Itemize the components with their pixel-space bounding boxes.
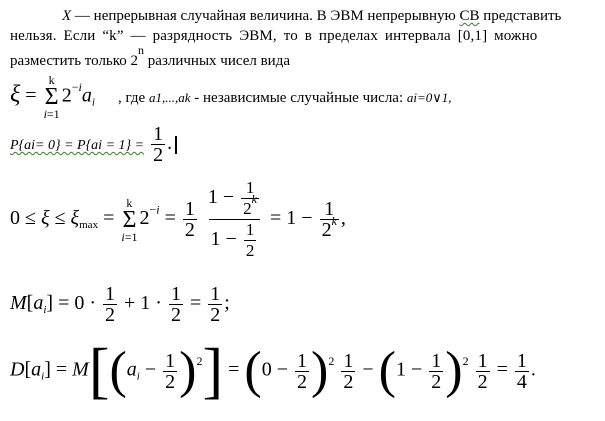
paragraph-line-3 [10, 43, 290, 70]
paragraph-line-2-text: нельзя. Если “k” — разрядность ЭВМ, то в пределах интервала [0,1] можно [10, 28, 538, 44]
mean-formula: $M[a_i] = 0$ · $\frac{1}{2}$ + 1 · $\frac{1}{2}$ = $\frac{1}{2}$ ; [10, 283, 230, 326]
paragraph-line-3-text-a: разместить только 2 [10, 52, 139, 69]
bound-formula: $0 \le \xi \le \xi_{max}$ = k Σ i=1 $2^{-i}$ = $\frac{1}{2}$ 1 − $\frac{1}{2^k}$ 1 − $\frac{1}{2}$ = 1 − $\frac{1}{2^k}$ , [10, 178, 346, 260]
text-cursor [175, 136, 177, 154]
paragraph-line-3-text-b: различных чисел вида [144, 52, 290, 69]
xi-sum-formula: ξ = k Σ i=1 $2^{-i}a_i$ [10, 73, 95, 121]
sum-symbol: k Σ i=1 [43, 73, 60, 121]
paragraph-line-1-text-b: представить [479, 8, 562, 24]
xi-def-vars: a1,...,ak [148, 90, 191, 105]
power-n: n [138, 43, 145, 57]
probability-formula: P{ai= 0} = P{ai = 1} = $\frac{1}{2}$ . [10, 124, 177, 165]
variable-x: X [62, 8, 72, 24]
xi-def-text-a: , где [118, 90, 149, 106]
xi-definition-text [118, 89, 452, 107]
prob-fraction: $\frac{1}{2}$ [153, 123, 164, 166]
prob-lhs: P{ai= 0} = P{ai = 1} = [10, 138, 145, 154]
paragraph-line-2 [10, 28, 537, 45]
variance-formula: $D[a_i] = M[(a_i$ − $\frac{1}{2}$ )$^2$] = (0 − $\frac{1}{2}$ )$^2$ $\frac{1}{2}$ − (1 − $\frac{1}{2}$ )$^2$ $\frac{1}{2}$ = $\frac{1}{4}$ . [10, 337, 536, 405]
paragraph-line-1-text-a: — непрерывная случайная величина. В ЭВМ непрерывную [71, 8, 460, 24]
xi-def-text-b: - независимые случайные числа: [190, 90, 407, 106]
paragraph-line-1 [62, 8, 561, 25]
abbrev-cv: СВ [459, 8, 480, 24]
xi-def-condition: ai=0∨1, [406, 90, 452, 105]
